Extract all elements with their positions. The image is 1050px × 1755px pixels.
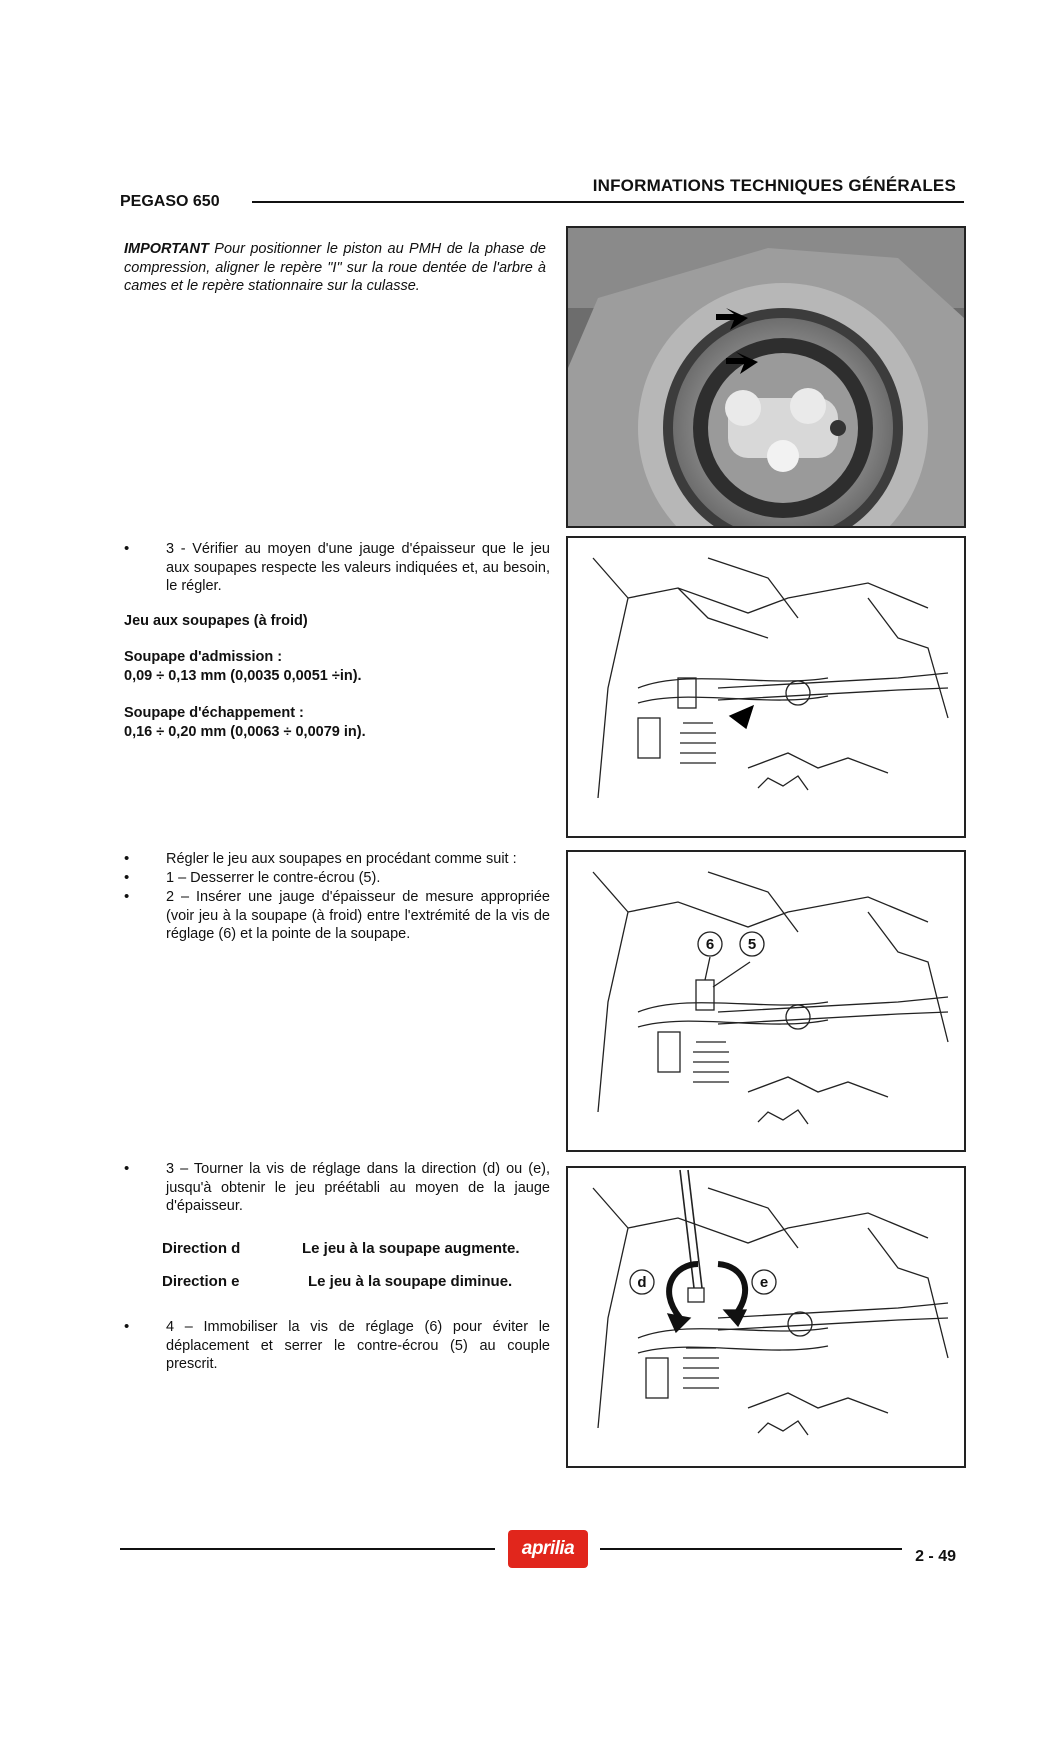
gauge-arrow <box>730 706 753 728</box>
intake-label: Soupape d'admission : <box>124 649 283 665</box>
locknut-diagram <box>566 850 966 1152</box>
step3-turn-item <box>120 1160 550 1216</box>
header-rule <box>252 201 964 203</box>
label-6: 6 <box>705 936 715 953</box>
step3-check-text: 3 - Vérifier au moyen d'une jauge d'épaisseur que le jeu aux soupapes respecte les valeurs indiquées et, au besoin, le régler. <box>166 541 550 594</box>
camshaft-photo-drawing <box>568 228 964 526</box>
step2-text: 2 – Insérer une jauge d'épaisseur de mesure appropriée (voir jeu à la soupape (à froid) entre l'extrémité de la vis de réglage (6) et la pointe de la soupape. <box>166 889 550 942</box>
bullet: • <box>124 888 130 905</box>
exhaust-label: Soupape d'échappement : <box>124 705 304 721</box>
bullet: • <box>124 869 130 886</box>
exhaust-value: 0,16 ÷ 0,20 mm (0,0063 ÷ 0,0079 in). <box>124 724 366 740</box>
bullet: • <box>124 1160 130 1177</box>
clearance-title: Jeu aux soupapes (à froid) <box>124 613 308 629</box>
direction-d-text: Le jeu à la soupape augmente. <box>302 1240 520 1257</box>
bullet: • <box>124 1318 130 1335</box>
model-name: PEGASO 650 <box>120 193 220 210</box>
step1-text: 1 – Desserrer le contre-écrou (5). <box>166 870 381 886</box>
direction-e-text: Le jeu à la soupape diminue. <box>308 1273 513 1290</box>
bullet: • <box>124 850 130 867</box>
step3-check-item <box>120 540 550 596</box>
label-5: 5 <box>747 936 757 953</box>
direction-d-label: Direction d <box>162 1240 241 1257</box>
page-number: 2 - 49 <box>915 1548 956 1565</box>
step4-text: 4 – Immobiliser la vis de réglage (6) pour éviter le déplacement et serrer le contre-écrou (5) au couple prescrit. <box>166 1319 550 1372</box>
label-e: e <box>759 1274 769 1291</box>
step1-item <box>120 869 550 888</box>
feeler-gauge-drawing <box>568 538 964 836</box>
intake-value: 0,09 ÷ 0,13 mm (0,0035 0,0051 ÷in). <box>124 668 362 684</box>
step4-item <box>120 1318 550 1374</box>
step2-item <box>120 888 550 944</box>
label-d: d <box>637 1274 647 1291</box>
bullet: • <box>124 540 130 557</box>
section-title: INFORMATIONS TECHNIQUES GÉNÉRALES <box>592 176 956 195</box>
aprilia-logo: aprilia <box>508 1530 588 1568</box>
screw-direction-diagram <box>566 1166 966 1468</box>
adjust-intro-text: Régler le jeu aux soupapes en procédant comme suit : <box>166 851 517 867</box>
footer-rule-right <box>600 1548 902 1550</box>
important-text: Pour positionner le piston au PMH de la phase de compression, aligner le repère "I" sur la roue dentée de l'arbre à cames et le repère stationnaire sur la culasse. <box>124 241 546 294</box>
step3-turn-text: 3 – Tourner la vis de réglage dans la direction (d) ou (e), jusqu'à obtenir le jeu préétabli au moyen de la jauge d'épaisseur. <box>166 1161 550 1214</box>
direction-d-row <box>162 1240 520 1257</box>
locknut-drawing <box>568 852 964 1150</box>
direction-e-row <box>162 1273 512 1290</box>
camshaft-photo <box>566 226 966 528</box>
important-label: IMPORTANT <box>124 241 209 257</box>
direction-e-label: Direction e <box>162 1273 240 1290</box>
footer-rule-left <box>120 1548 495 1550</box>
important-note <box>124 240 546 296</box>
adjust-intro-item <box>120 850 550 869</box>
screw-direction-drawing <box>568 1168 964 1466</box>
feeler-gauge-diagram <box>566 536 966 838</box>
